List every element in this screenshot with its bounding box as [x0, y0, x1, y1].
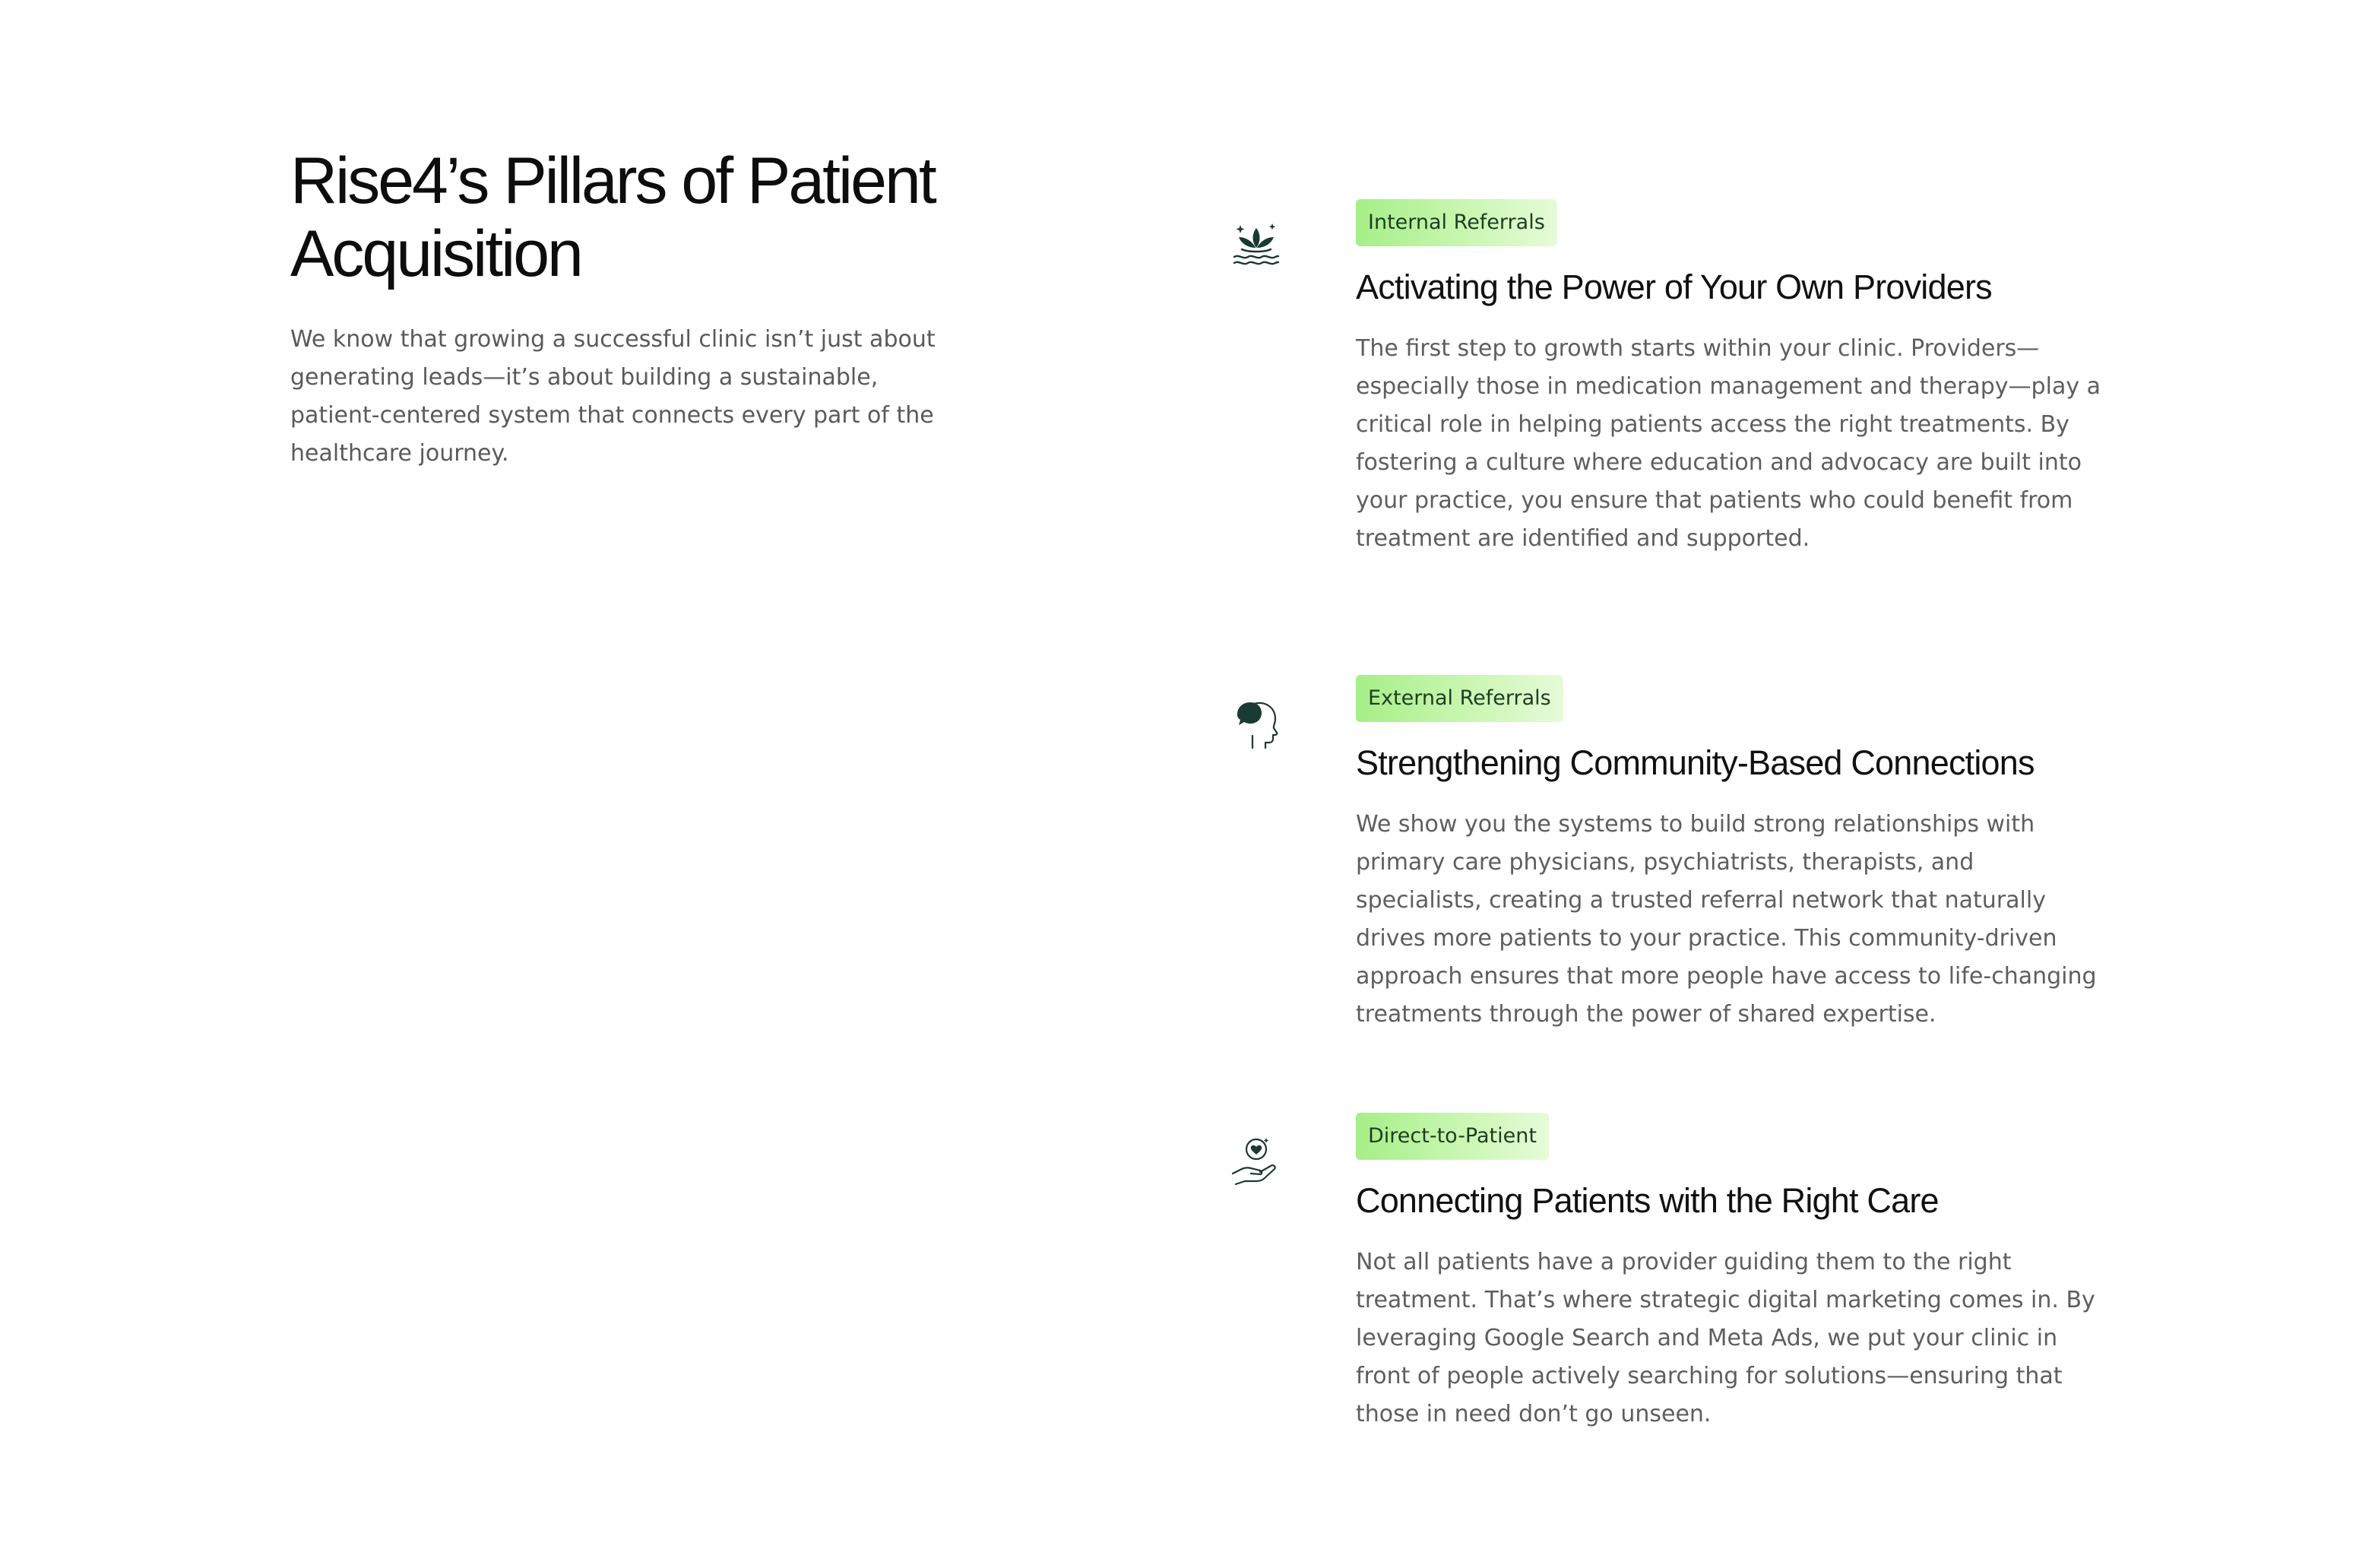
lotus-water-icon — [1225, 214, 1287, 277]
pillar-badge: Direct-to-Patient — [1356, 1113, 1549, 1160]
pillar-title: Connecting Patients with the Right Care — [1356, 1181, 1939, 1220]
intro-section — [290, 144, 974, 473]
pillar-content — [1356, 1113, 2101, 1433]
pillar-title: Activating the Power of Your Own Providers — [1356, 268, 1992, 306]
page-title — [290, 144, 974, 290]
pillar-content — [1356, 199, 2101, 558]
pillar-body: We show you the systems to build strong relationships with primary care physicians, psychiatrists, therapists, and specialists, creating a trusted referral network that naturally drives more patients to your practice. This community-driven approach ensures that more people have access to life-changing treatments through the power of shared expertise. — [1356, 811, 2097, 1028]
pillar-body: Not all patients have a provider guiding them to the right treatment. That’s where strategic digital marketing comes in. By leveraging Google Search and Meta Ads, we put your clinic in front of people actively searching for solutions—ensuring that those in need don’t go unseen. — [1356, 1249, 2095, 1427]
hand-heart-icon — [1225, 1128, 1287, 1190]
page-title-line-1: Rise4’s Pillars of Patient — [290, 144, 935, 217]
pillar-badge: Internal Referrals — [1356, 199, 1557, 246]
pillar-body: The first step to growth starts within your clinic. Providers—especially those in medication management and therapy—play a critical role in helping patients access the right treatments. By fostering a culture where education and advocacy are built into your practice, you ensure that patients who could benefit from treatment are identified and supported. — [1356, 335, 2101, 552]
pillar-badge: External Referrals — [1356, 675, 1563, 722]
pillar-content — [1356, 675, 2101, 1034]
page-title-line-2: Acquisition — [290, 217, 581, 290]
pillar-title: Strengthening Community-Based Connections — [1356, 743, 2035, 782]
head-speech-bubble-icon — [1225, 690, 1287, 752]
intro-description: We know that growing a successful clinic isn’t just about generating leads—it’s about building a sustainable, patient-centered system that connects every part of the healthcare journey. — [290, 326, 936, 467]
